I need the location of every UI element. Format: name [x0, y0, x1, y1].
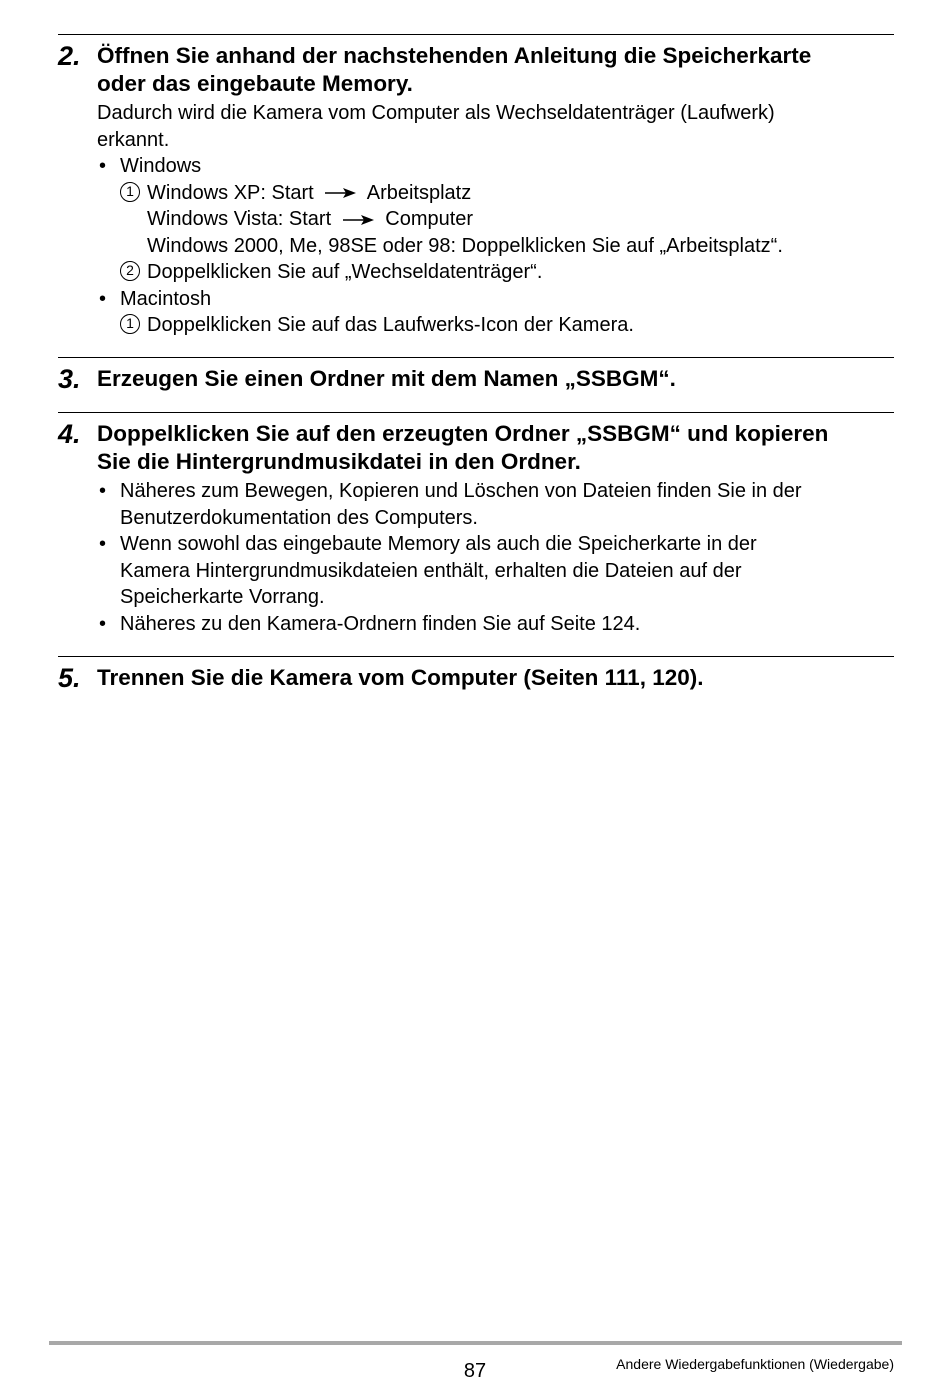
windows-xp-path-end: Arbeitsplatz [366, 181, 472, 204]
windows-xp-path-start: Windows XP: Start [147, 181, 314, 204]
step-heading-line: Erzeugen Sie einen Ordner mit dem Namen „SSBGM“. [97, 366, 676, 391]
step-2-divider [58, 34, 894, 35]
step-number: 5. [58, 663, 81, 693]
bullet-label: Macintosh [120, 287, 212, 310]
windows-step-2 [126, 259, 894, 286]
step-number: 4. [58, 419, 81, 449]
windows-vista-path-start: Windows Vista: Start [147, 208, 332, 230]
bullet-text-line: Näheres zu den Kamera-Ordnern finden Sie auf Seite 124. [120, 612, 641, 635]
bullet-mark: • [99, 155, 107, 177]
bullet-label: Windows [120, 155, 202, 177]
arrow-right-icon [343, 214, 375, 226]
step-5-divider [58, 656, 894, 657]
step-heading-line: Doppelklicken Sie auf den erzeugten Ordner „SSBGM“ und kopieren [97, 421, 829, 446]
footer-divider [49, 1341, 902, 1345]
step-5 [58, 664, 894, 692]
step-3-divider [58, 357, 894, 358]
bullet-mark: • [99, 480, 107, 502]
bullet-text-line: Speicherkarte Vorrang. [120, 586, 325, 608]
step-heading-line: Sie die Hintergrundmusikdatei in den Ordner. [97, 449, 581, 474]
step-4 [58, 420, 894, 637]
step-heading-line: Öffnen Sie anhand der nachstehenden Anleitung die Speicherkarte [97, 43, 812, 68]
step-2 [58, 42, 894, 339]
windows-step-2-text: Doppelklicken Sie auf „Wechseldatenträger“. [147, 261, 543, 283]
step-heading-line: oder das eingebaute Memory. [97, 71, 413, 96]
circled-number-icon: 1 [120, 182, 140, 202]
step-number: 2. [58, 41, 81, 71]
circled-number-icon: 1 [120, 314, 140, 334]
step-4-bullet-1 [99, 478, 894, 531]
section-title: Andere Wiedergabefunktionen (Wiedergabe) [616, 1356, 894, 1372]
step-4-bullet-3 [99, 611, 894, 638]
bullet-mark: • [99, 287, 107, 310]
step-3 [58, 365, 894, 393]
windows-step-1 [126, 180, 894, 207]
circled-number-icon: 2 [120, 261, 140, 281]
step-heading-line: Trennen Sie die Kamera vom Computer (Seiten 111, 120). [97, 665, 704, 690]
mac-step-1 [126, 312, 894, 339]
step-number: 3. [58, 364, 81, 394]
bullet-windows [99, 153, 894, 180]
windows-vista-path-end: Computer [385, 208, 474, 230]
arrow-right-icon [325, 187, 357, 199]
step-text-line: Dadurch wird die Kamera vom Computer als Wechseldatenträger (Laufwerk) [97, 102, 775, 124]
page-number: 87 [463, 1360, 487, 1382]
step-4-divider [58, 412, 894, 413]
bullet-text-line: Benutzerdokumentation des Computers. [120, 506, 478, 529]
bullet-macintosh [99, 286, 894, 313]
bullet-text-line: Näheres zum Bewegen, Kopieren und Löschen von Dateien finden Sie in der [120, 480, 802, 502]
windows-older-line: Windows 2000, Me, 98SE oder 98: Doppelklicken Sie auf „Arbeitsplatz“. [147, 234, 783, 257]
step-4-bullet-2 [99, 531, 894, 611]
bullet-mark: • [99, 612, 107, 635]
bullet-text-line: Kamera Hintergrundmusikdateien enthält, erhalten die Dateien auf der [120, 559, 742, 582]
bullet-mark: • [99, 533, 107, 555]
windows-vista-line [147, 206, 894, 233]
step-text-line: erkannt. [97, 128, 170, 151]
mac-step-1-text: Doppelklicken Sie auf das Laufwerks-Icon der Kamera. [147, 314, 634, 336]
bullet-text-line: Wenn sowohl das eingebaute Memory als auch die Speicherkarte in der [120, 533, 757, 555]
